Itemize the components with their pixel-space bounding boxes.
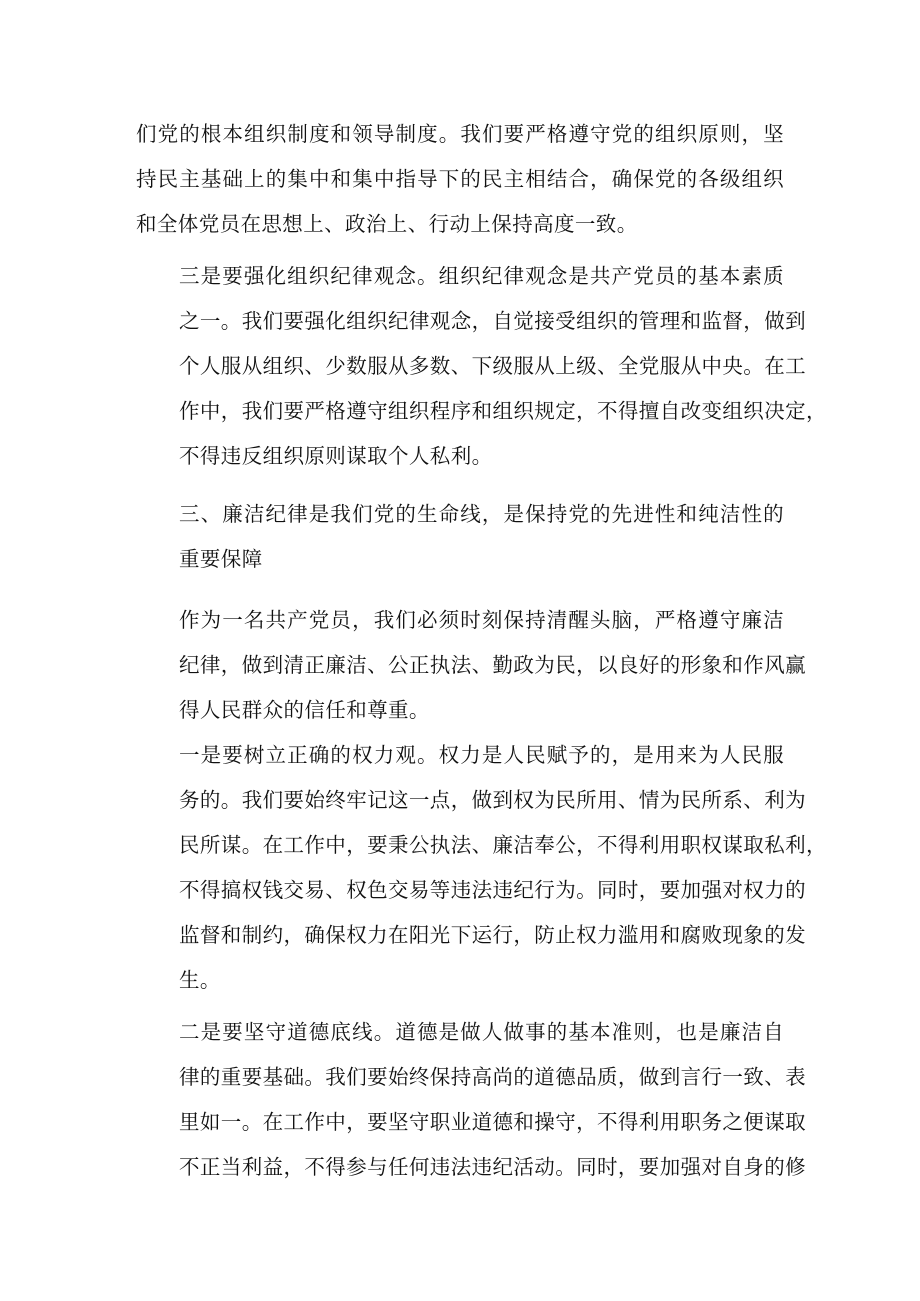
text-line: 三是要强化组织纪律观念。组织纪律观念是共产党员的基本素质 xyxy=(179,264,784,288)
text-line: 之一。我们要强化组织纪律观念，自觉接受组织的管理和监督，做到 xyxy=(179,309,806,333)
text-line: 监督和制约，确保权力在阳光下运行，防止权力滥用和腐败现象的发 xyxy=(179,923,806,947)
text-line: 二是要坚守道德底线。道德是做人做事的基本准则，也是廉洁自 xyxy=(179,1020,784,1044)
text-line: 们党的根本组织制度和领导制度。我们要严格遵守党的组织原则，坚 xyxy=(136,122,784,146)
text-line: 律的重要基础。我们要始终保持高尚的道德品质，做到言行一致、表 xyxy=(179,1065,806,1089)
text-line: 三、廉洁纪律是我们党的生命线，是保持党的先进性和纯洁性的 xyxy=(179,502,784,526)
text-line: 个人服从组织、少数服从多数、下级服从上级、全党服从中央。在工 xyxy=(179,354,806,378)
text-line: 得人民群众的信任和尊重。 xyxy=(179,698,430,722)
text-line: 纪律，做到清正廉洁、公正执法、勤政为民，以良好的形象和作风赢 xyxy=(179,653,806,677)
paragraph-moral-bottom-line xyxy=(136,1010,806,1190)
paragraph-organizational-discipline xyxy=(136,254,827,479)
text-line: 生。 xyxy=(179,968,221,992)
text-line: 重要保障 xyxy=(179,547,263,571)
text-line: 里如一。在工作中，要坚守职业道德和操守，不得利用职务之便谋取 xyxy=(179,1110,806,1134)
text-line: 不正当利益，不得参与任何违法违纪活动。同时，要加强对自身的修 xyxy=(179,1155,806,1179)
text-line: 不得搞权钱交易、权色交易等违法违纪行为。同时，要加强对权力的 xyxy=(179,878,806,902)
paragraph-party-member-duty xyxy=(136,598,806,733)
text-line: 作为一名共产党员，我们必须时刻保持清醒头脑，严格遵守廉洁 xyxy=(179,608,784,632)
text-line: 民所谋。在工作中，要秉公执法、廉洁奉公，不得利用职权谋取私利， xyxy=(179,833,827,857)
text-line: 持民主基础上的集中和集中指导下的民主相结合，确保党的各级组织 xyxy=(136,167,784,191)
text-line: 一是要树立正确的权力观。权力是人民赋予的，是用来为人民服 xyxy=(179,743,784,767)
section-heading-integrity-discipline xyxy=(136,492,784,582)
text-line: 务的。我们要始终牢记这一点，做到权为民所用、情为民所系、利为 xyxy=(179,788,806,812)
paragraph-party-organization-principle xyxy=(136,112,784,247)
text-line: 不得违反组织原则谋取个人私利。 xyxy=(179,444,493,468)
text-line: 作中，我们要严格遵守组织程序和组织规定，不得擅自改变组织决定， xyxy=(179,399,827,423)
paragraph-view-of-power xyxy=(136,733,827,1003)
text-line: 和全体党员在思想上、政治上、行动上保持高度一致。 xyxy=(136,212,638,236)
